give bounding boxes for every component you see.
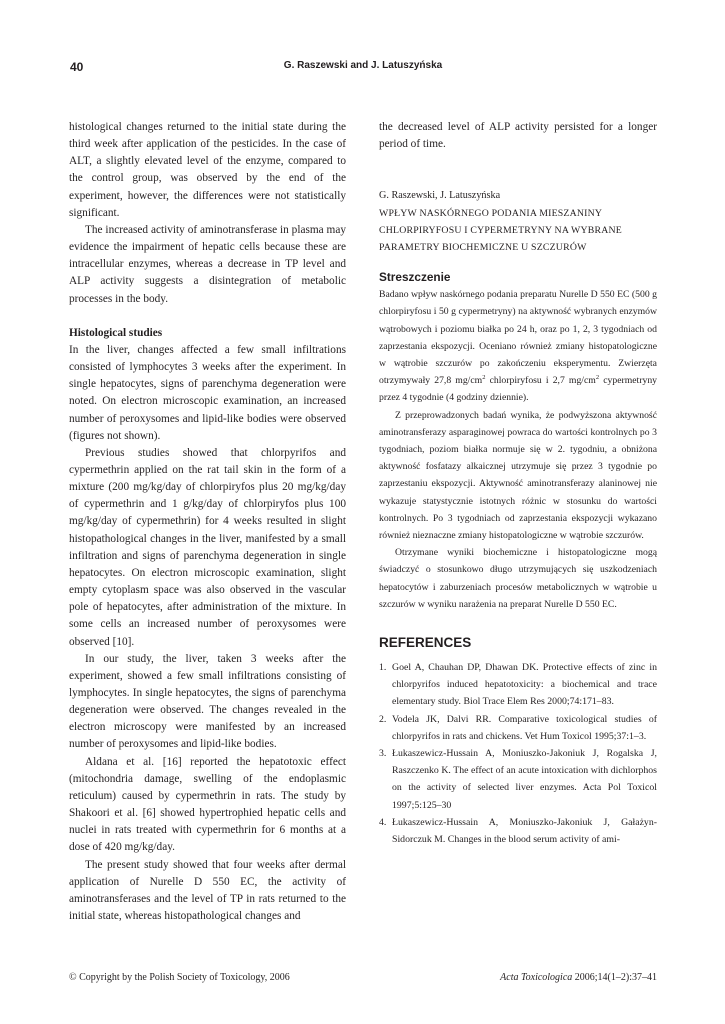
paragraph: In the liver, changes affected a few small infiltrations consisted of lymphocytes 3 weeks after the experiment. In single hepatocytes, signs of parenchyma degeneration were noted. On electron microscopic examination, an increased number of peroxysomes and lipid-like bodies were observed (figures not shown). (69, 343, 346, 442)
running-title: G. Raszewski and J. Latuszyńska (283, 60, 443, 71)
reference-item: 1. Goel A, Chauhan DP, Dhawan DK. Protective effects of zinc in chlorpyrifos induced hepatotoxicity: a biochemical and trace elementary study. Biol Trace Elem Res 2000;74:171–83. (379, 661, 657, 708)
references-list (379, 659, 657, 848)
section-subheading: Histological studies (69, 326, 163, 339)
paragraph: In our study, the liver, taken 3 weeks after the experiment, showed a few small infiltrations consisting of lymphocytes. In single hepatocytes, the signs of parenchyma degeneration were observed. The changes revealed in the electron microscopy were manifested by an increased number of peroxysomes and lipid-like bodies. (69, 652, 346, 751)
polish-title-line: WPŁYW NASKÓRNEGO PODANIA MIESZANINY (379, 207, 603, 219)
polish-summary (379, 286, 657, 613)
paragraph: The present study showed that four weeks after dermal application of Nurelle D 550 EC, the activity of aminotransferases and the level of TP in rats returned to the initial state, whereas histopathological changes and (69, 858, 346, 923)
journal-citation: Acta Toxicologica 2006;14(1–2):37–41 (500, 972, 657, 983)
right-column (379, 119, 657, 848)
journal-name: Acta Toxicologica (500, 972, 573, 983)
reference-item: 3. Łukaszewicz-Hussain A, Moniuszko-Jakoniuk J, Rogalska J, Raszczenko K. The effect of an acute intoxication with dichlorphos on the activity of selected liver enzymes. Acta Pol Toxicol 1997;5:125–30 (379, 748, 657, 811)
polish-title-line: PARAMETRY BIOCHEMICZNE U SZCZURÓW (379, 241, 587, 253)
left-column (69, 119, 346, 925)
paragraph: the decreased level of ALP activity persisted for a longer period of time. (379, 121, 657, 151)
copyright-notice: © Copyright by the Polish Society of Toxicology, 2006 (69, 972, 290, 983)
paragraph: histological changes returned to the initial state during the third week after application of the pesticides. In the case of ALT, a slightly elevated level of the enzyme, compared to the control group, was observed by the end of the experiment, however, the differences were not statistically significant. (69, 121, 346, 219)
polish-title-line: CHLORPIRYFOSU I CYPERMETRYNY NA WYBRANE (379, 224, 622, 236)
paragraph: Previous studies showed that chlorpyrifos and cypermethrin applied on the rat tail skin in the form of a mixture (200 mg/kg/day of chlorpiryfos plus 20 mg/kg/day of cypermethrin and 1 g/kg/day of chlorpiryfos plus 100 mg/kg/day of cypermethrin) for 4 weeks resulted in slight histopathological changes in the liver, manifested by a small infiltration and signs of parenchyma degeneration in single hepatocytes. On electron microscopic examination, slight empty cytoplasm space was also observed in the vascular pole of hepatocytes, after administration of the mixture. In some cells an increased number of peroxysomes were observed [10]. (69, 446, 346, 648)
summary-heading: Streszczenie (379, 270, 451, 285)
reference-item: 4. Łukaszewicz-Hussain A, Moniuszko-Jakoniuk J, Gałażyn-Sidorczuk M. Changes in the blood serum activity of ami- (379, 816, 657, 846)
paragraph: The increased activity of aminotransferase in plasma may evidence the impairment of hepatic cells because these are intracellular enzymes, whereas a decrease in TP level and ALP activity suggests a disintegration of metabolic processes in the body. (69, 223, 346, 305)
polish-authors: G. Raszewski, J. Latuszyńska (379, 190, 501, 202)
references-heading: REFERENCES (379, 634, 472, 650)
summary-paragraph: Otrzymane wyniki biochemiczne i histopatologiczne mogą świadczyć o stosunkowo długo utrzymujących się uszkodzeniach hepatocytów i zaburzeniach procesów metabolicznych w wątrobie u szczurów w wyniku narażenia na preparat Nurelle D 550 EC. (379, 547, 657, 610)
running-header (70, 60, 656, 76)
reference-item: 2. Vodela JK, Dalvi RR. Comparative toxicological studies of chlorpyrifos in rats and chickens. Vet Hum Toxicol 1995;37:1–3. (379, 713, 657, 742)
page-number: 40 (70, 60, 84, 74)
paragraph: Aldana et al. [16] reported the hepatotoxic effect (mitochondria damage, swelling of the endoplasmic reticulum) caused by cypermethrin in rats. The study by Shakoori et al. [6] showed hypertrophied hepatic cells and nuclei in rats treated with cypermethrin for 6 months at a dose of 420 mg/kg/day. (69, 755, 346, 854)
summary-paragraph: Z przeprowadzonych badań wynika, że podwyższona aktywność aminotransferazy asparaginowej powraca do wartości kontrolnych po 3 tygodniach, poziom białka normuje się w 2. tygodniu, a obniżona aktywność fosfatazy alkaicznej utrzymuje się przez 3 tygodnie po zaprzestaniu ekspozycji. Aktywność aminotransferazy alaninowej nie wykazuje statystycznie istotnych różnic w stosunku do wartości kontrolnych. Po 3 tygodniach od zaprzestania ekspozycji wykazano również nieznaczne zmiany histopatologiczne w wątrobie szczurów. (379, 409, 657, 541)
summary-paragraph: Badano wpływ naskórnego podania preparatu Nurelle D 550 EC (500 g chlorpiryfosu i 50 g cypermetryny) na aktywność wybranych enzymów wątrobowych i poziomu białka po 24 h, oraz po 1, 2, 3 tygodniach od zaprzestania ekspozycji. Oceniano również zmiany histopatologiczne w wątrobie szczurów po zakończeniu eksperymentu. Zwierzęta otrzymywały 27,8 $mg/cm^2$ chlorpiryfosu i 2,7 $mg/cm^2$ cypermetryny przez 4 tygodnie (4 godziny dziennie). (379, 289, 658, 404)
